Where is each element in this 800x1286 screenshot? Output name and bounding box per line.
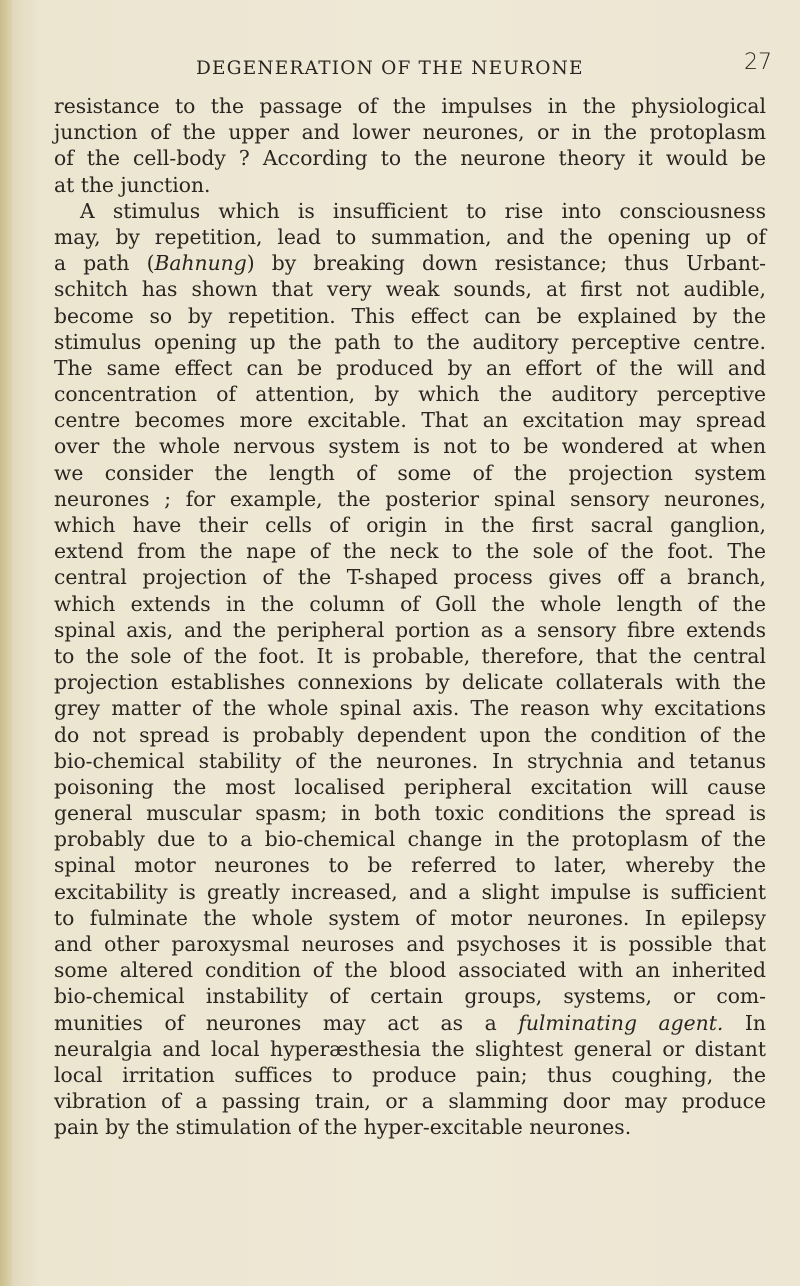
text-line: bio-chemical instability of certain groups, systems, or com- xyxy=(54,984,766,1009)
text-line: bio-chemical stability of the neurones. In strychnia and tetanus xyxy=(54,748,766,773)
text-line xyxy=(54,250,766,276)
text-segment: ) by breaking down resistance; thus Urbant- xyxy=(246,251,766,276)
text-line: junction of the upper and lower neurones, or in the protoplasm xyxy=(54,120,766,145)
text-segment: a path ( xyxy=(54,251,155,276)
text-line: local irritation suffices to produce pain; thus coughing, the xyxy=(54,1062,766,1087)
text-line: resistance to the passage of the impulses in the physiological xyxy=(54,94,766,118)
text-segment: munities of neurones may act as a xyxy=(54,1010,519,1035)
page-number: 27 xyxy=(744,50,772,75)
text-line: extend from the nape of the neck to the sole of the foot. The xyxy=(54,539,766,564)
text-line xyxy=(54,1010,766,1036)
text-line: which have their cells of origin in the first sacral ganglion, xyxy=(54,513,766,537)
page-gutter xyxy=(0,0,12,1286)
text-line: probably due to a bio-chemical change in the protoplasm of the xyxy=(54,827,766,852)
text-line: pain by the stimulation of the hyper-excitable neurones. xyxy=(54,1115,632,1140)
italic-term: fulminating agent. xyxy=(518,1010,724,1035)
text-line: central projection of the T-shaped process gives off a branch, xyxy=(54,565,766,590)
body-text xyxy=(54,93,766,1141)
text-line: centre becomes more excitable. That an excitation may spread xyxy=(54,408,766,433)
text-line: A stimulus which is insufficient to rise into consciousness xyxy=(80,198,766,223)
text-line: neuralgia and local hyperæsthesia the slightest general or distant xyxy=(54,1036,766,1061)
text-line: and other paroxysmal neuroses and psychoses it is possible that xyxy=(54,932,766,956)
text-line: of the cell-body ? According to the neurone theory it would be xyxy=(54,146,766,171)
text-line: concentration of attention, by which the auditory perceptive xyxy=(54,382,766,407)
text-line: over the whole nervous system is not to be wondered at when xyxy=(54,434,766,459)
text-line: spinal motor neurones to be referred to later, whereby the xyxy=(54,853,766,878)
text-line: projection establishes connexions by delicate collaterals with the xyxy=(54,670,766,695)
text-line: grey matter of the whole spinal axis. The reason why excitations xyxy=(54,696,766,721)
text-line: we consider the length of some of the projection system xyxy=(54,460,766,485)
text-line: vibration of a passing train, or a slamming door may produce xyxy=(54,1089,766,1114)
text-segment: In xyxy=(723,1010,766,1035)
text-line: stimulus opening up the path to the auditory perceptive centre. xyxy=(54,329,766,354)
text-line: do not spread is probably dependent upon the condition of the xyxy=(54,722,766,747)
running-header: DEGENERATION OF THE NEURONE xyxy=(196,58,584,79)
italic-term: Bahnung xyxy=(154,251,247,276)
text-line: become so by repetition. This effect can be explained by the xyxy=(54,303,766,328)
text-line: at the junction. xyxy=(54,172,211,197)
text-line: some altered condition of the blood associated with an inherited xyxy=(54,958,766,983)
text-line: poisoning the most localised peripheral excitation will cause xyxy=(54,774,766,799)
text-line: schitch has shown that very weak sounds, at first not audible, xyxy=(54,277,766,302)
text-line: to the sole of the foot. It is probable, therefore, that the central xyxy=(54,643,766,668)
text-line: neurones ; for example, the posterior spinal sensory neurones, xyxy=(54,486,766,511)
text-line: which extends in the column of Goll the whole length of the xyxy=(54,591,766,616)
text-line: excitability is greatly increased, and a slight impulse is sufficient xyxy=(54,879,766,904)
text-line: may, by repetition, lead to summation, and the opening up of xyxy=(54,224,766,249)
text-line: The same effect can be produced by an effort of the will and xyxy=(54,355,766,380)
text-line: to fulminate the whole system of motor neurones. In epilepsy xyxy=(54,905,766,930)
text-line: spinal axis, and the peripheral portion as a sensory fibre extends xyxy=(54,617,766,642)
text-line: general muscular spasm; in both toxic conditions the spread is xyxy=(54,801,766,826)
